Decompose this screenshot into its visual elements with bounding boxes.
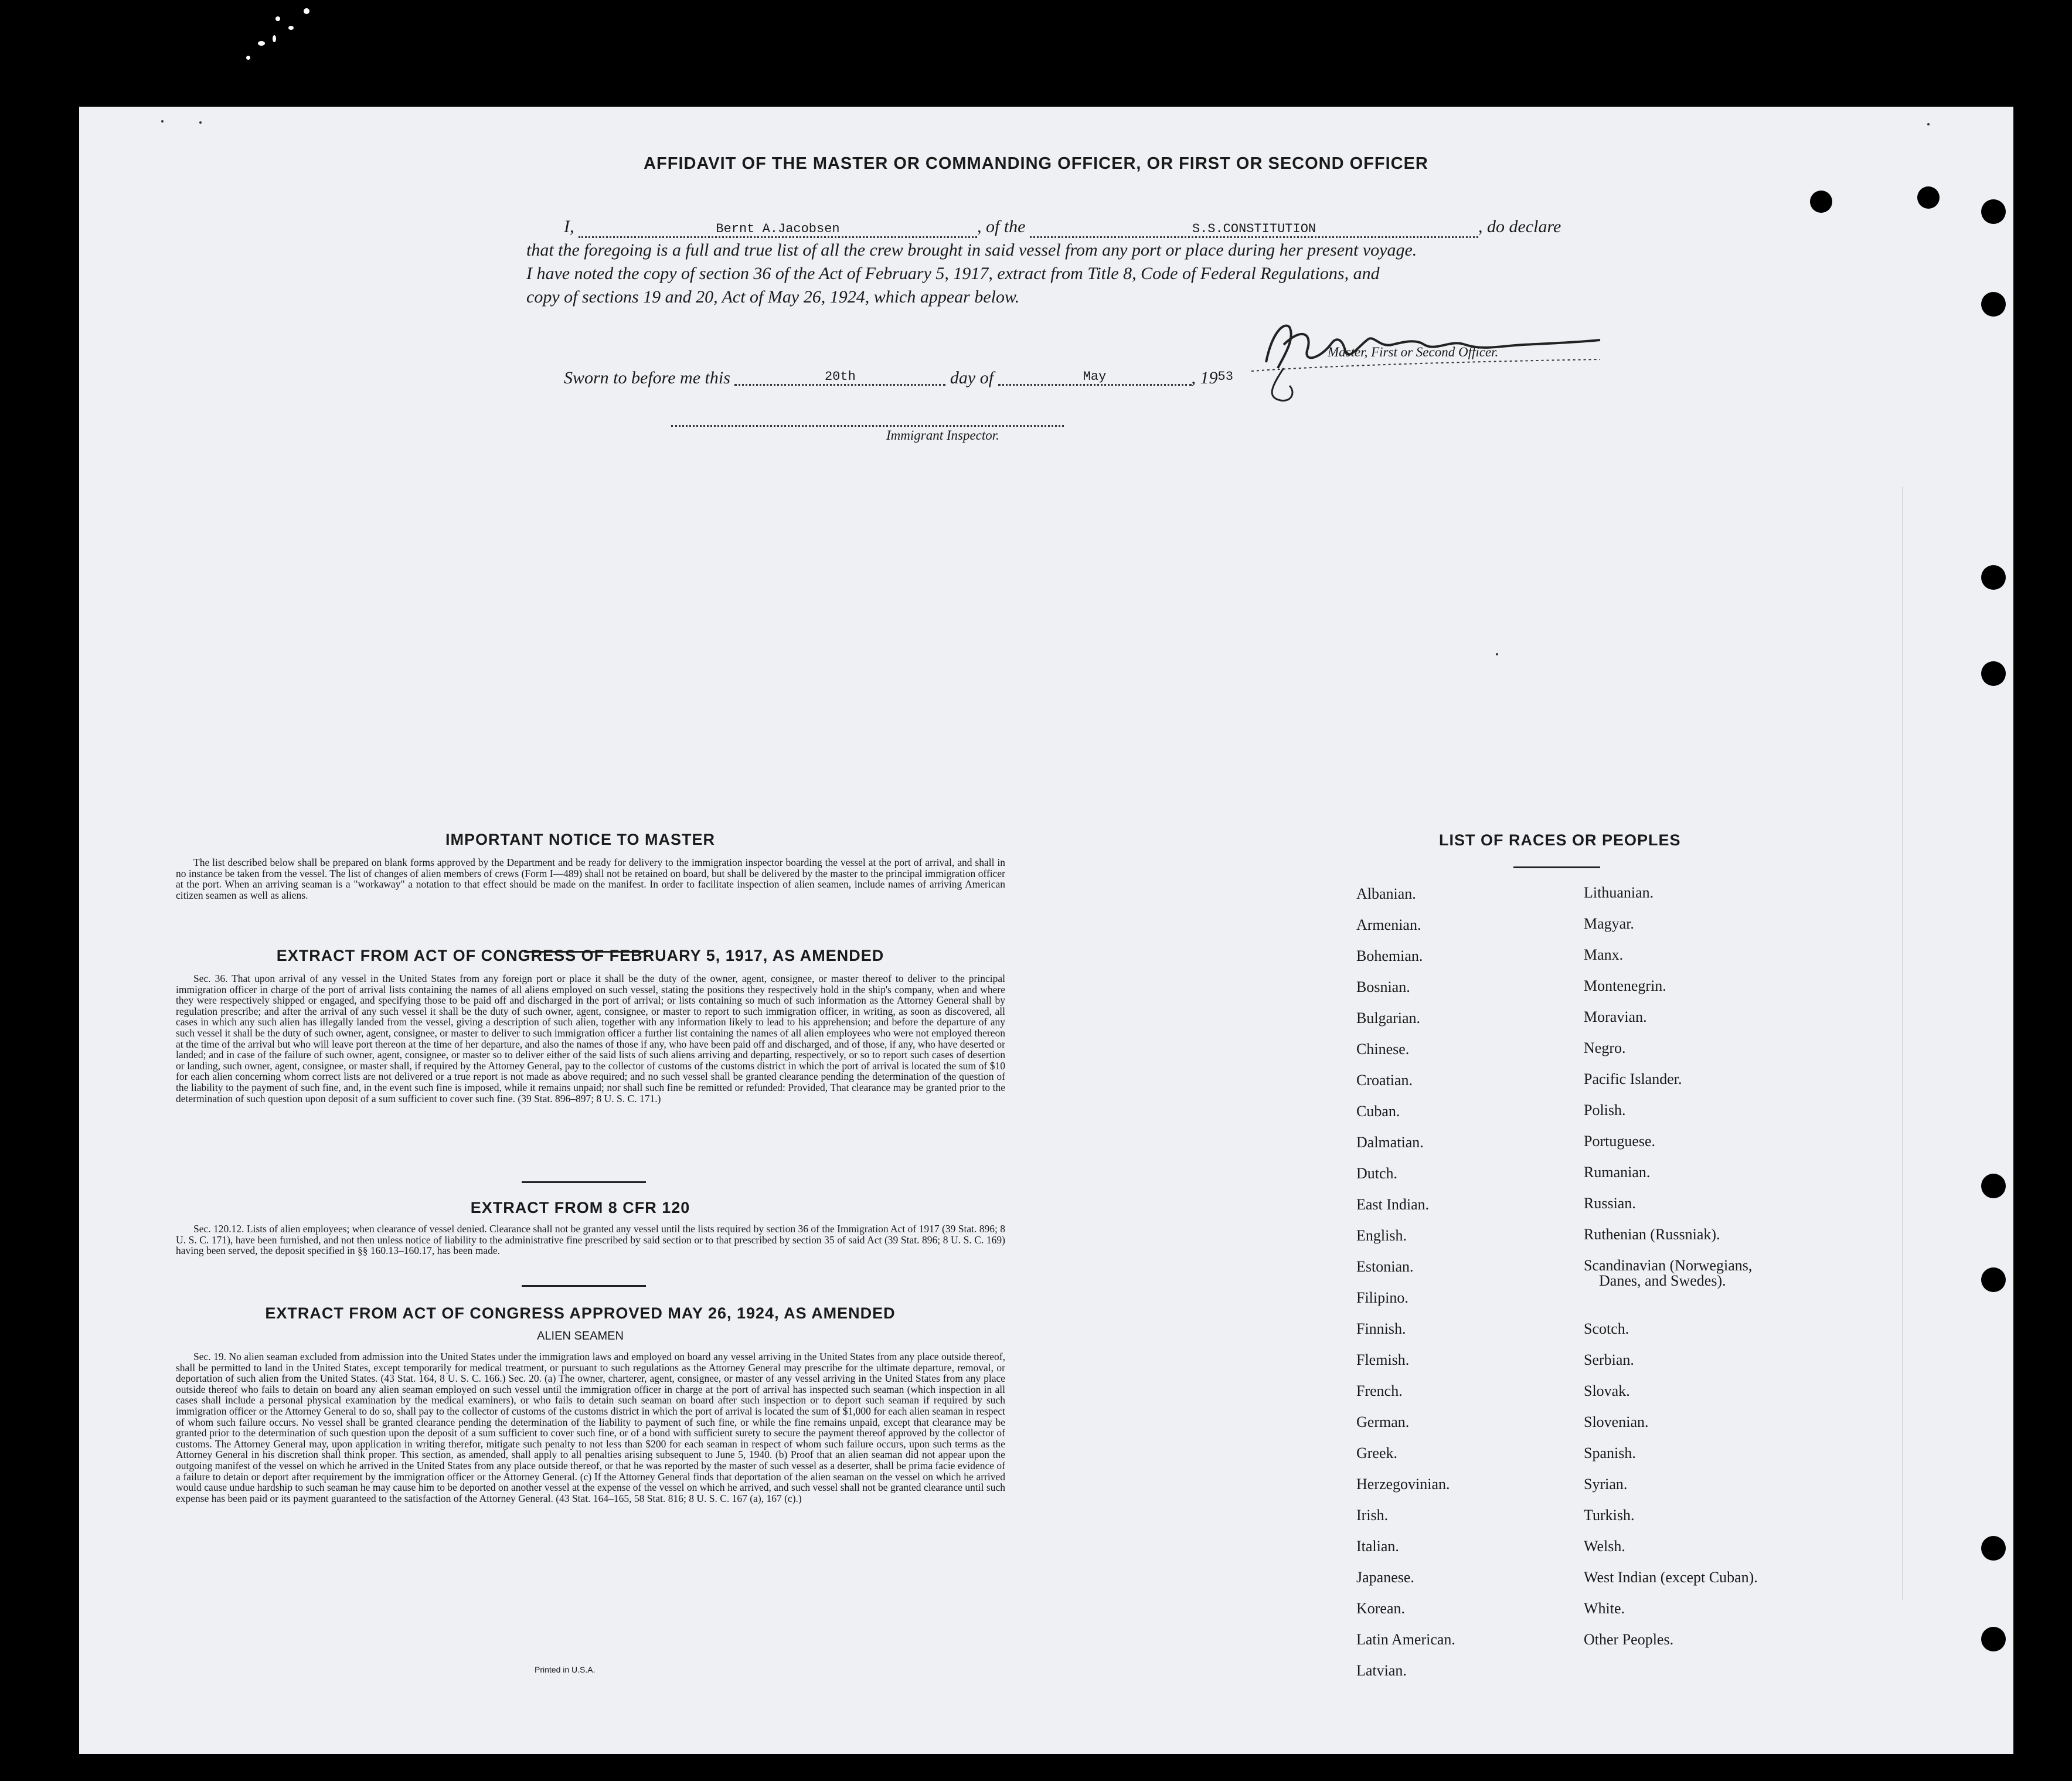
page-fold [1902,487,1903,1600]
punch-hole [1981,1627,2006,1651]
race-item: Serbian. [1584,1351,1634,1368]
affidavit-line-1 [564,217,1561,238]
sworn-label: Sworn to before me this [564,368,730,388]
extract1-text: Sec. 36. That upon arrival of any vessel in the United States from any foreign port or place it shall be the duty of the owner, agent, consignee, or master thereof to deliver to the principal immigration officer in charge of the port of arrival lists containing the names of all aliens employed on such vessel, stating the positions they respectively hold in the ship's company, when and where they were respectively shipped or engaged, and specifying those to be paid off and discharged in the port of arrival; or lists containing so much of such information as the Attorney General shall by regulation prescribe; and after the arrival of any such vessel it shall be the duty of such owner, agent, consignee, or master to report to such immigration officer, in writing, as soon as discovered, all cases in which any such alien has illegally landed from the vessel, giving a description of such alien, together with any information likely to lead to his apprehension; and before the departure of any such vessel it shall be the duty of such owner, agent, consignee, or master to deliver to such immigration officer a further list containing the names of all alien employees who were not employed thereon at the time of the arrival but who will leave port thereon at the time of her departure, and also the names of those if any, who have been paid off and discharged, and of those, if any, who have deserted or landed; and in case of the failure of such owner, agent, consignee, or master so to deliver either of the said lists of such aliens arriving and departing, respectively, or so to report such cases of desertion or landing, such owner, agent, consignee, or master shall, if required by the Attorney General, pay to the collector of customs of the customs district in which the port of arrival is located the sum of $10 for each alien concerning whom correct lists are not delivered or a true report is not made as above required; and no such vessel shall be granted clearance pending the determination of the question of the liability to the payment of such fine, and, in the event such fine is imposed, while it remains unpaid; nor shall such fine be remitted or refunded: Provided, That clearance may be granted prior to the determination of such question upon deposit of a sum sufficient to cover such fine. (39 Stat. 896–897; 8 U. S. C. 171.) [176,973,1005,1104]
dust-speck [275,16,280,21]
race-item: Syrian. [1584,1476,1628,1493]
dust-speck [288,26,294,30]
sworn-line [564,368,1233,388]
race-item: Albanian. [1356,885,1416,902]
page-mark [199,121,202,124]
race-item: Russian. [1584,1195,1636,1212]
inspector-signature-line[interactable] [671,425,1064,427]
punch-hole [1981,292,2006,317]
race-item: German. [1356,1413,1410,1430]
race-item: Other Peoples. [1584,1631,1674,1648]
race-item: Portuguese. [1584,1133,1656,1150]
race-item: Ruthenian (Russniak). [1584,1226,1720,1243]
master-name-field[interactable]: Bernt A.Jacobsen [579,222,977,238]
notice-text: The list described below shall be prepared on blank forms approved by the Department and be ready for delivery to the immigration inspector boarding the vessel at the port of arrival, and shall in no instance be taken from the vessel. The list of changes of alien members of crews (Form I—489) shall not be retained on board, but shall be delivered by the master to the principal immigration officer at the port. When an arriving seaman is a "workaway" a notation to that effect should be made on the manifest. In order to facilitate inspection of alien seamen, include names of arriving American citizen seamen as well as aliens. [176,856,1005,901]
race-item: Danes, and Swedes). [1599,1272,1726,1289]
punch-hole [1981,199,2006,224]
race-item: Latin American. [1356,1631,1455,1648]
race-item: White. [1584,1600,1625,1617]
race-item: Negro. [1584,1039,1626,1056]
race-item: Croatian. [1356,1072,1413,1089]
race-item: East Indian. [1356,1196,1430,1213]
race-item: Pacific Islander. [1584,1070,1682,1087]
race-item: Greek. [1356,1444,1398,1461]
year-prefix: , 19 [1191,368,1218,388]
race-item: Bulgarian. [1356,1010,1421,1027]
page-mark [161,120,164,123]
race-item: Spanish. [1584,1444,1636,1461]
divider [522,1285,646,1287]
day-of-label: day of [950,368,994,388]
extract2-text: Sec. 120.12. Lists of alien employees; when clearance of vessel denied. Clearance shall not be granted any vessel until the lists required by section 36 of the Immigration Act of 1917 (39 Stat. 896; 8 U. S. C. 171), have been furnished, and not then unless notice of liability to the administrative fine prescribed by said section or to that prescribed by section 35 of said Act (39 Stat. 896; 8 U. S. C. 169) having been served, the deposit specified in §§ 160.13–160.17, has been made. [176,1223,1005,1257]
race-item: Chinese. [1356,1041,1410,1058]
affidavit-line-4: copy of sections 19 and 20, Act of May 26, 1924, which appear below. [526,287,1020,307]
race-item: Magyar. [1584,915,1634,932]
race-item: Welsh. [1584,1538,1625,1555]
race-item: Dutch. [1356,1165,1398,1182]
month-field[interactable]: May [998,369,1192,386]
extract3-text: Sec. 19. No alien seaman excluded from admission into the United States under the immigration laws and employed on board any vessel arriving in the United States from any place outside thereof, shall be permitted to land in the United States, except temporarily for medical treatment, or pursuant to such regulations as the Attorney General may prescribe for the ultimate departure, removal, or deportation of such alien from the United States. (43 Stat. 164, 8 U. S. C. 166.) Sec. 20. (a) The owner, charterer, agent, consignee, or master of any vessel arriving in the United States from any place outside thereof who fails to detain on board any alien seaman employed on such vessel until the immigration officer in charge at the port of arrival has inspected such seaman (which inspection in all cases shall include a personal physical examination by the medical examiners), or who fails to detain such seaman on board after such inspection or to deport such seaman if required by such immigration officer or the Attorney General to do so, shall pay to the collector of customs of the customs district in which the port of arrival is located the sum of $1,000 for each alien seaman in respect of whom such failure occurs. No vessel shall be granted clearance pending the determination of the liability to payment of such fine, or while the fine remains unpaid, except that clearance may be granted prior to the determination of such question upon the deposit of a sum sufficient to cover such fine, or of a bond with sufficient surety to secure the payment thereof approved by the collector of customs. The Attorney General may, upon application in writing therefor, mitigate such penalty to not less than $200 for each seaman in respect of whom such failure occurs, upon such terms as the Attorney General in his discretion shall think proper. This section, as amended, shall apply to all penalties arising subsequent to June 5, 1940. (b) Proof that an alien seaman did not appear upon the outgoing manifest of the vessel on which he arrived in the United States from any place outside thereof, or that he was reported by the master of such vessel as a deserter, shall be prima facie evidence of a failure to detain or deport after requirement by the immigration officer or the Attorney General. (c) If the Attorney General finds that deportation of the alien seaman on the vessel on which he arrived would cause undue hardship to such seaman he may cause him to be deported on another vessel at the expense of the vessel on which he arrived, and such vessel shall not be granted clearance until such expense has been paid or its payment guaranteed to the satisfaction of the Attorney General. (43 Stat. 164–165, 58 Stat. 816; 8 U. S. C. 167 (a), 167 (c).) [176,1351,1005,1504]
race-item: Armenian. [1356,916,1421,933]
race-item: Italian. [1356,1538,1399,1555]
year-field[interactable]: 53 [1217,369,1233,384]
page-mark [1496,653,1498,655]
punch-hole [1810,191,1832,213]
printed-in-usa: Printed in U.S.A. [535,1665,596,1674]
race-item: French. [1356,1382,1403,1399]
race-item: Dalmatian. [1356,1134,1424,1151]
race-item: Scotch. [1584,1320,1629,1337]
race-item: Polish. [1584,1102,1626,1119]
divider [1513,866,1600,868]
race-item: Flemish. [1356,1351,1410,1368]
race-item: West Indian (except Cuban). [1584,1569,1758,1586]
race-item: English. [1356,1227,1407,1244]
extract2-title: EXTRACT FROM 8 CFR 120 [470,1199,690,1216]
punch-hole [1981,1267,2006,1292]
race-item: Scandinavian (Norwegians, [1584,1257,1753,1274]
races-title: LIST OF RACES OR PEOPLES [1439,831,1681,849]
race-item: Japanese. [1356,1569,1414,1586]
punch-hole [1981,1536,2006,1561]
punch-hole [1981,661,2006,686]
affidavit-line-2: that the foregoing is a full and true list of all the crew brought in said vessel from any port or place during her present voyage. [526,240,1417,260]
race-item: Moravian. [1584,1008,1647,1025]
race-item: Bohemian. [1356,947,1423,964]
page-mark [1927,123,1930,125]
race-item: Slovak. [1584,1382,1630,1399]
vessel-name-field[interactable]: S.S.CONSTITUTION [1030,222,1478,238]
master-caption: Master, First or Second Officer. [1328,345,1499,359]
do-declare-label: , do declare [1478,217,1561,236]
race-item: Bosnian. [1356,978,1410,995]
of-the-label: , of the [977,217,1026,236]
dust-speck [246,56,250,60]
race-item: Irish. [1356,1507,1389,1524]
race-item: Herzegovinian. [1356,1476,1450,1493]
day-field[interactable]: 20th [734,369,945,386]
i-label: I, [564,217,574,236]
inspector-caption: Immigrant Inspector. [886,428,999,443]
race-item: Rumanian. [1584,1164,1651,1181]
affidavit-title: AFFIDAVIT OF THE MASTER OR COMMANDING OFFICER, OR FIRST OR SECOND OFFICER [644,154,1428,173]
extract3-title: EXTRACT FROM ACT OF CONGRESS APPROVED MAY 26, 1924, AS AMENDED [265,1304,896,1322]
divider [522,1181,646,1183]
race-item: Estonian. [1356,1258,1414,1275]
document-page [79,107,2013,1754]
race-item: Finnish. [1356,1320,1406,1337]
dust-speck [273,35,276,42]
punch-hole [1981,565,2006,590]
extract3-subtitle: ALIEN SEAMEN [537,1330,624,1342]
race-item: Filipino. [1356,1289,1408,1306]
race-item: Lithuanian. [1584,884,1654,901]
affidavit-line-3: I have noted the copy of section 36 of the Act of February 5, 1917, extract from Title 8, Code of Federal Regulations, and [526,264,1380,283]
dust-speck [258,41,265,46]
race-item: Latvian. [1356,1662,1407,1679]
dust-speck [304,8,309,14]
notice-title: IMPORTANT NOTICE TO MASTER [445,831,715,848]
punch-hole [1981,1174,2006,1198]
race-item: Cuban. [1356,1103,1400,1120]
punch-hole [1917,186,1940,209]
race-item: Korean. [1356,1600,1406,1617]
extract1-title: EXTRACT FROM ACT OF CONGRESS OF FEBRUARY 5, 1917, AS AMENDED [276,947,884,964]
race-item: Montenegrin. [1584,977,1666,994]
race-item: Slovenian. [1584,1413,1649,1430]
race-item: Manx. [1584,946,1624,963]
race-item: Turkish. [1584,1507,1635,1524]
